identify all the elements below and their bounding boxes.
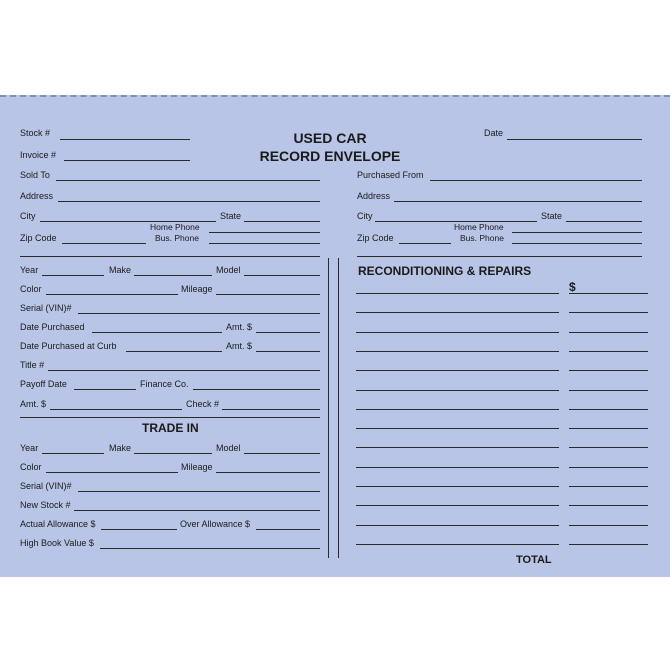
ti-serial-label: Serial (VIN)# (20, 481, 72, 491)
repair-amount-line[interactable] (569, 332, 648, 333)
ti-make-field[interactable] (134, 453, 212, 454)
repair-description-line[interactable] (356, 351, 559, 352)
pf-address-label: Address (357, 191, 391, 201)
ti-make-label: Make (109, 443, 132, 453)
mileage-field[interactable] (216, 294, 320, 295)
sold-address-label: Address (20, 191, 54, 201)
repair-amount-line[interactable] (569, 505, 648, 506)
repair-amount-line[interactable] (569, 544, 648, 545)
date-purchased-label: Date Purchased (20, 322, 85, 332)
actual-allowance-label: Actual Allowance $ (20, 519, 96, 529)
repair-amount-line[interactable] (569, 351, 648, 352)
date-purchased-field[interactable] (92, 332, 222, 333)
dollar-sign: $ (569, 280, 576, 294)
pf-zip-field[interactable] (399, 243, 451, 244)
payoff-date-label: Payoff Date (20, 379, 67, 389)
sold-zip-field[interactable] (62, 243, 146, 244)
check-label: Check # (186, 399, 220, 409)
over-allowance-label: Over Allowance $ (180, 519, 251, 529)
model-label: Model (216, 265, 241, 275)
sold-bus-phone-field[interactable] (209, 243, 320, 244)
serial-field[interactable] (78, 313, 320, 314)
color-label: Color (20, 284, 42, 294)
repair-amount-line[interactable] (569, 370, 648, 371)
repair-description-line[interactable] (356, 544, 559, 545)
pf-city-label: City (357, 211, 373, 221)
repair-description-line[interactable] (356, 505, 559, 506)
title-number-field[interactable] (48, 370, 320, 371)
amt2-label: Amt. $ (226, 341, 253, 351)
new-stock-field[interactable] (74, 510, 320, 511)
repair-amount-line[interactable] (569, 409, 648, 410)
repair-description-line[interactable] (356, 486, 559, 487)
amt3-field[interactable] (50, 409, 182, 410)
make-label: Make (109, 265, 132, 275)
over-allowance-field[interactable] (256, 529, 320, 530)
column-divider-1 (328, 258, 329, 558)
repair-description-line[interactable] (356, 467, 559, 468)
repair-description-line[interactable] (356, 428, 559, 429)
title-number-label: Title # (20, 360, 45, 370)
color-field[interactable] (46, 294, 178, 295)
ti-model-field[interactable] (244, 453, 320, 454)
pf-address-field[interactable] (394, 201, 642, 202)
divider-right (357, 256, 642, 257)
new-stock-label: New Stock # (20, 500, 71, 510)
sold-bus-phone-label: Bus. Phone (155, 233, 199, 243)
purchased-from-label: Purchased From (357, 170, 424, 180)
pf-zip-label: Zip Code (357, 233, 394, 243)
pf-home-phone-label: Home Phone (454, 222, 504, 232)
sold-home-phone-field[interactable] (209, 232, 320, 233)
pf-state-label: State (541, 211, 563, 221)
repair-amount-line[interactable] (569, 312, 648, 313)
sold-to-label: Sold To (20, 170, 50, 180)
sold-state-label: State (220, 211, 242, 221)
repair-description-line[interactable] (356, 409, 559, 410)
stock-label: Stock # (20, 128, 51, 138)
make-field[interactable] (134, 275, 212, 276)
pf-home-phone-field[interactable] (512, 232, 642, 233)
sold-address-field[interactable] (58, 201, 320, 202)
model-field[interactable] (244, 275, 320, 276)
amt3-label: Amt. $ (20, 399, 47, 409)
actual-allowance-field[interactable] (101, 529, 177, 530)
date-field[interactable] (507, 139, 642, 140)
amt-label: Amt. $ (226, 322, 253, 332)
finance-co-field[interactable] (193, 389, 320, 390)
repair-description-line[interactable] (356, 447, 559, 448)
ti-year-field[interactable] (42, 453, 104, 454)
repair-description-line[interactable] (356, 370, 559, 371)
repair-description-line[interactable] (356, 312, 559, 313)
trade-in-divider (20, 417, 320, 418)
high-book-label: High Book Value $ (20, 538, 94, 548)
title-line-1: USED CAR (293, 130, 367, 146)
amt2-field[interactable] (256, 351, 320, 352)
serial-label: Serial (VIN)# (20, 303, 72, 313)
ti-serial-field[interactable] (78, 491, 320, 492)
amt-field[interactable] (256, 332, 320, 333)
column-divider-2 (338, 258, 339, 558)
divider-left (20, 256, 320, 257)
repairs-heading: RECONDITIONING & REPAIRS (358, 264, 532, 278)
repair-description-line[interactable] (356, 332, 559, 333)
check-field[interactable] (222, 409, 320, 410)
ti-year-label: Year (20, 443, 39, 453)
sold-state-field[interactable] (244, 221, 320, 222)
year-field[interactable] (42, 275, 104, 276)
repair-amount-line[interactable] (569, 447, 648, 448)
purchased-from-field[interactable] (430, 180, 642, 181)
pf-state-field[interactable] (566, 221, 642, 222)
date-purchased-curb-field[interactable] (126, 351, 222, 352)
finance-co-label: Finance Co. (140, 379, 189, 389)
pf-bus-phone-field[interactable] (512, 243, 642, 244)
trade-in-heading: TRADE IN (142, 421, 199, 435)
ti-model-label: Model (216, 443, 241, 453)
repair-amount-line[interactable] (569, 293, 648, 294)
flap-perforation (0, 95, 670, 97)
sold-zip-label: Zip Code (20, 233, 57, 243)
invoice-label: Invoice # (20, 150, 57, 160)
date-purchased-curb-label: Date Purchased at Curb (20, 341, 117, 351)
repair-description-line[interactable] (356, 525, 559, 526)
repair-amount-line[interactable] (569, 525, 648, 526)
date-label: Date (484, 128, 504, 138)
stock-field[interactable] (60, 139, 190, 140)
ti-color-field[interactable] (46, 472, 178, 473)
total-label: TOTAL (516, 554, 552, 566)
mileage-label: Mileage (181, 284, 213, 294)
sold-home-phone-label: Home Phone (150, 222, 200, 232)
repair-amount-line[interactable] (569, 390, 648, 391)
sold-to-field[interactable] (56, 180, 320, 181)
title-line-2: RECORD ENVELOPE (259, 148, 401, 164)
payoff-date-field[interactable] (74, 389, 136, 390)
pf-bus-phone-label: Bus. Phone (460, 233, 504, 243)
repair-description-line[interactable] (356, 293, 559, 294)
repair-description-line[interactable] (356, 390, 559, 391)
repair-amount-line[interactable] (569, 467, 648, 468)
ti-color-label: Color (20, 462, 42, 472)
high-book-field[interactable] (100, 548, 320, 549)
year-label: Year (20, 265, 39, 275)
invoice-field[interactable] (64, 160, 190, 161)
sold-city-label: City (20, 211, 36, 221)
repair-amount-line[interactable] (569, 428, 648, 429)
ti-mileage-field[interactable] (216, 472, 320, 473)
repair-amount-line[interactable] (569, 486, 648, 487)
ti-mileage-label: Mileage (181, 462, 213, 472)
